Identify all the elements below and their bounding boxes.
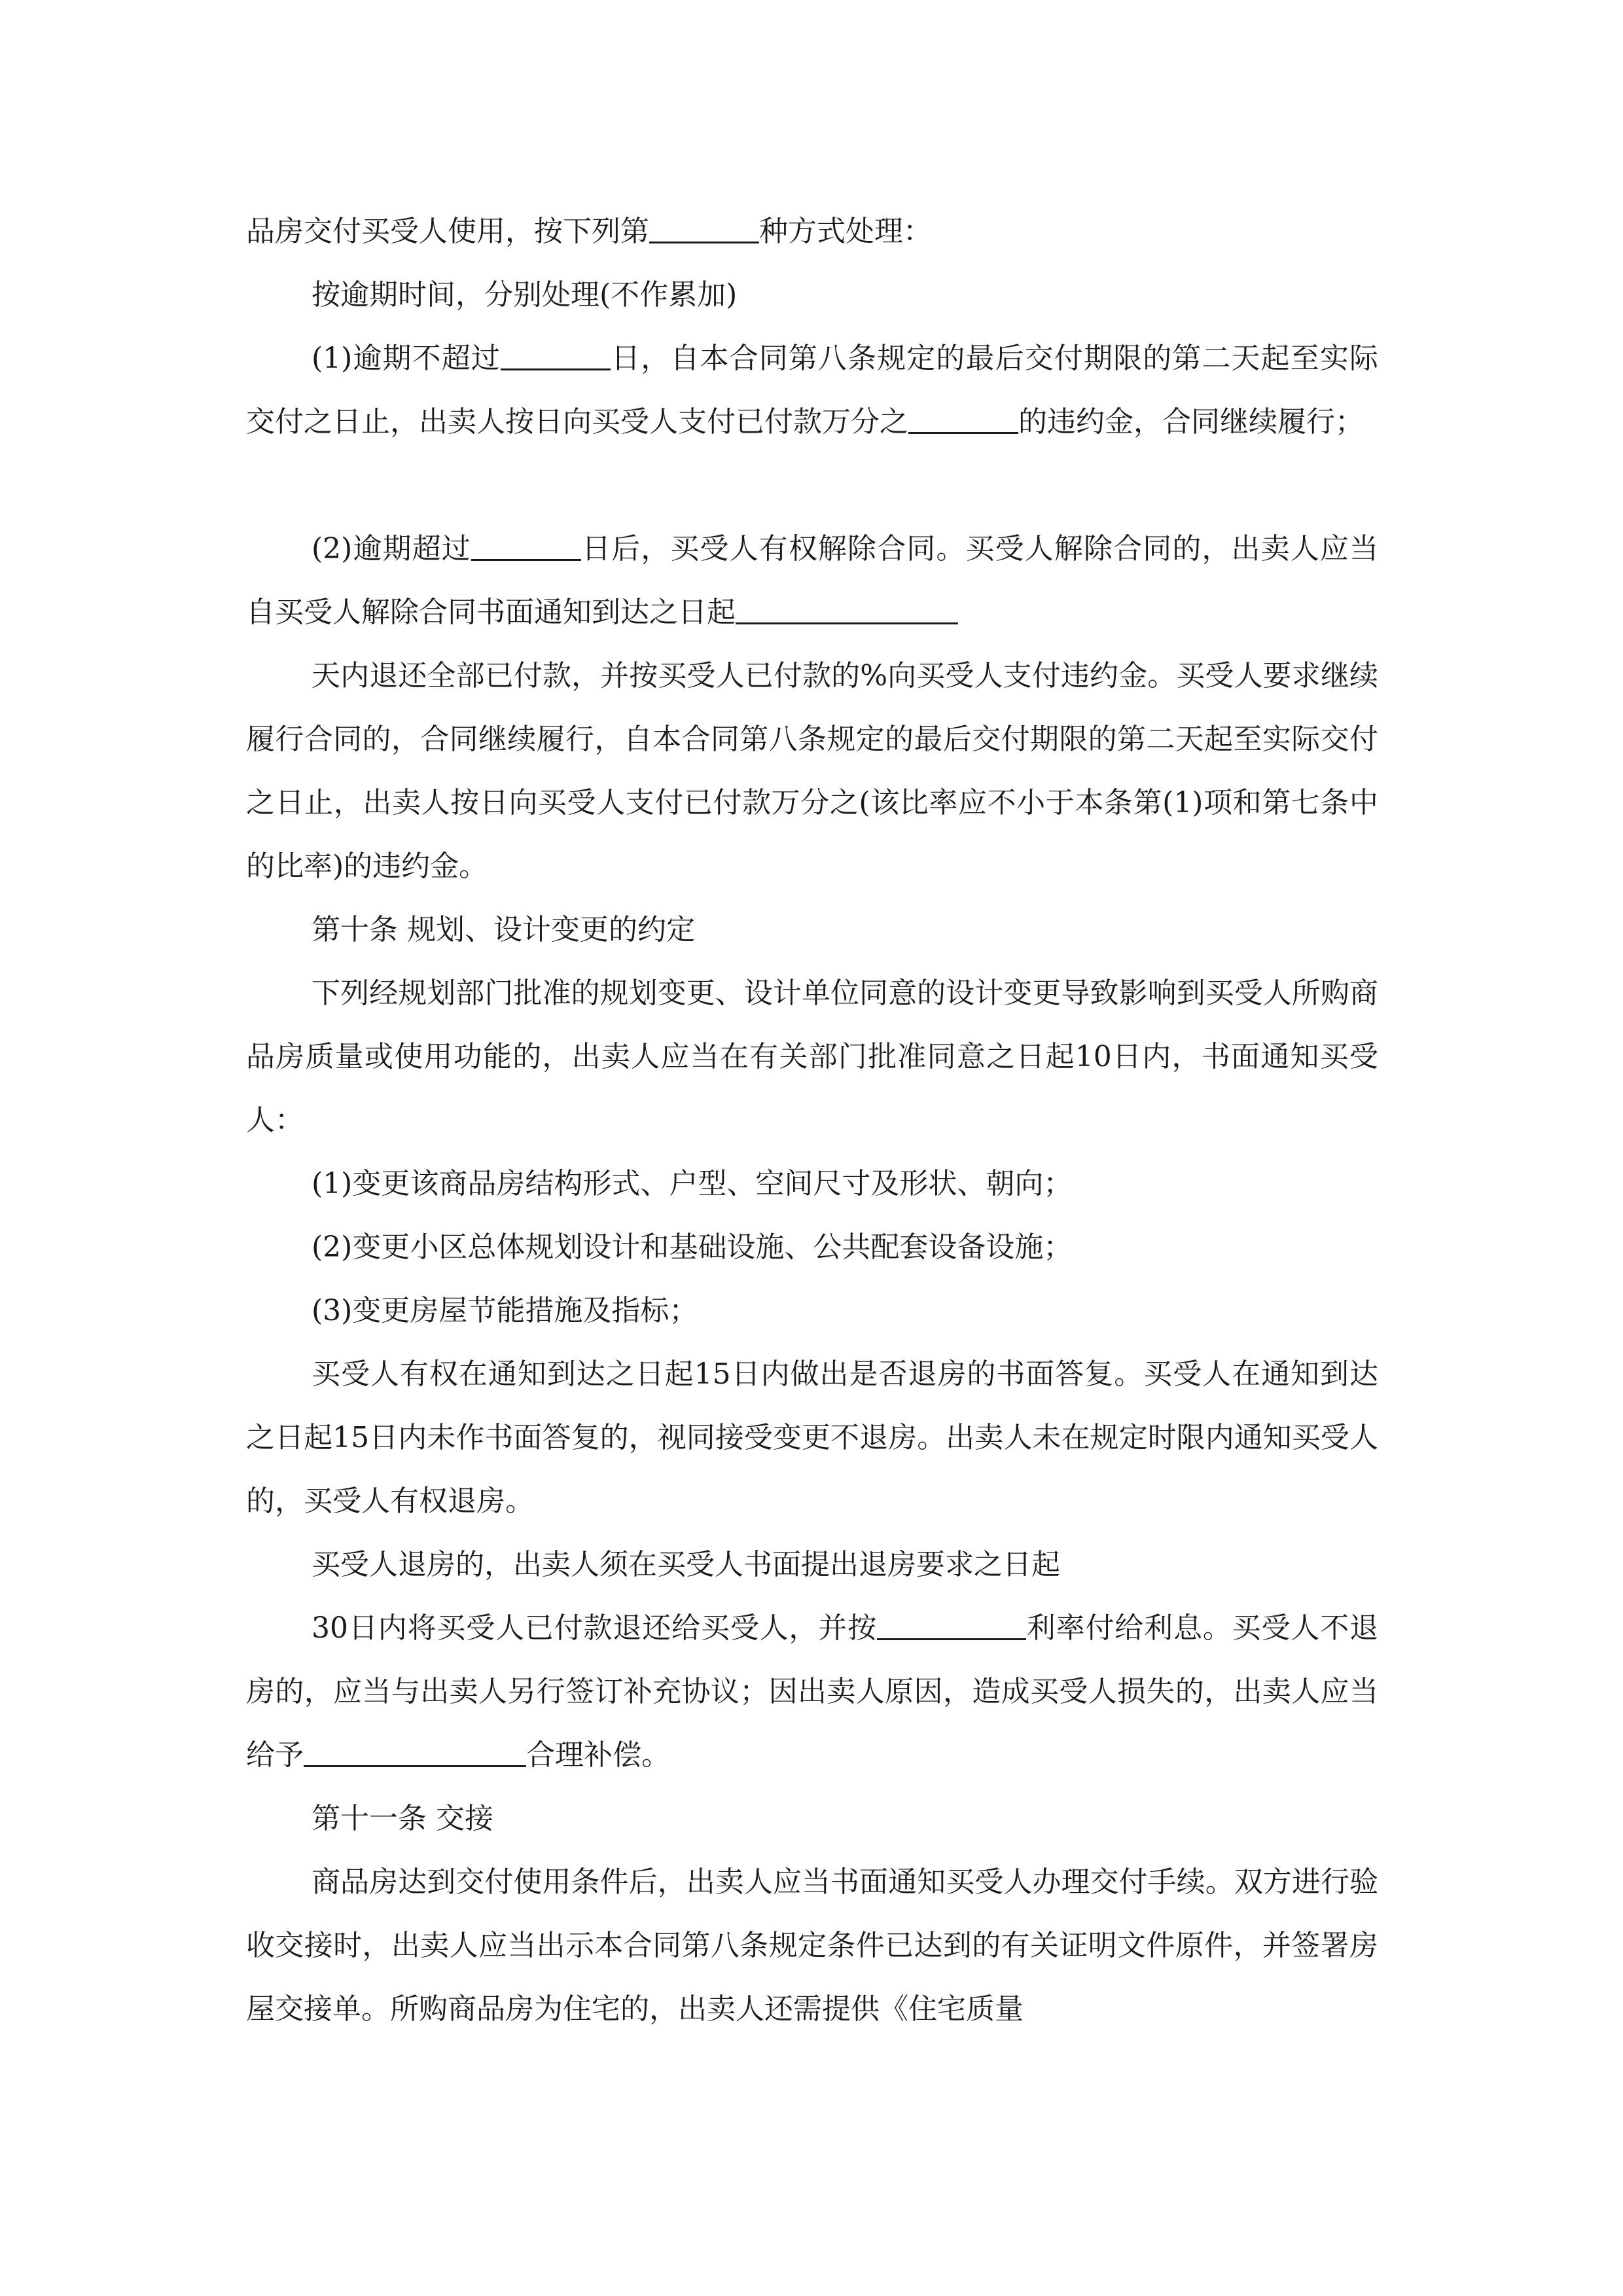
fill-blank [649, 211, 759, 243]
article-10-heading [246, 898, 1378, 961]
text: 品房交付买受人使用，按下列第 [246, 215, 649, 248]
paragraph-2 [246, 263, 1378, 327]
fill-blank [471, 529, 581, 561]
fill-blank [877, 1608, 1026, 1640]
paragraph-5 [246, 644, 1378, 898]
paragraph-8 [246, 1533, 1378, 1596]
fill-blank [908, 402, 1018, 434]
text: 按逾期时间，分别处理(不作累加) [312, 278, 738, 312]
paragraph-10 [246, 1850, 1378, 2041]
fill-blank [501, 338, 611, 370]
list-item-1 [246, 1152, 1378, 1215]
text: (3)变更房屋节能措施及指标； [312, 1294, 698, 1327]
paragraph-9 [246, 1596, 1378, 1787]
text: (1)逾期不超过 [312, 342, 501, 375]
paragraph-4 [246, 517, 1378, 644]
fill-blank [736, 592, 958, 624]
text: 的违约金，合同继续履行； [1018, 405, 1364, 439]
paragraph-1 [246, 200, 1378, 263]
article-11-heading [246, 1787, 1378, 1850]
paragraph-7 [246, 1342, 1378, 1533]
text: 第十一条 交接 [312, 1802, 493, 1835]
text: (1)变更该商品房结构形式、户型、空间尺寸及形状、朝向； [312, 1167, 1073, 1200]
list-item-2 [246, 1215, 1378, 1279]
text: 利率付给利息。买受人不退房的，应当与出卖人另行签订补充协议；因出卖人原因，造成买受人损失的，出卖人应当给予 [246, 1611, 1379, 1772]
text: 买受人有权在通知到达之日起15日内做出是否退房的书面答复。买受人在通知到达之日起15日内未作书面答复的，视同接受变更不退房。出卖人未在规定时限内通知买受人的，买受人有权退房。 [246, 1357, 1378, 1518]
text: 买受人退房的，出卖人须在买受人书面提出退房要求之日起 [312, 1548, 1060, 1581]
text: (2)变更小区总体规划设计和基础设施、公共配套设备设施； [312, 1230, 1073, 1264]
text: 合理补偿。 [526, 1738, 670, 1772]
text: 日，自本合同第八条规定的最后交付期限的第二天起至实际交付之日止，出卖人按日向买受人支付已付款万分之 [246, 342, 1378, 439]
list-item-3 [246, 1279, 1378, 1342]
text: 种方式处理： [759, 215, 932, 248]
text: 30日内将买受人已付款退还给买受人，并按 [312, 1611, 877, 1645]
text: 日后，买受人有权解除合同。买受人解除合同的，出卖人应当自买受人解除合同书面通知到达之日起 [246, 532, 1379, 629]
paragraph-6 [246, 961, 1378, 1152]
text: (2)逾期超过 [312, 532, 471, 565]
text: 天内退还全部已付款，并按买受人已付款的%向买受人支付违约金。买受人要求继续履行合同的，合同继续履行，自本合同第八条规定的最后交付期限的第二天起至实际交付之日止，出卖人按日向买受人支付已付款万分之(该比率应不小于本条第(1)项和第七条中的比率)的违约金。 [246, 659, 1378, 883]
paragraph-3 [246, 327, 1378, 454]
text: 商品房达到交付使用条件后，出卖人应当书面通知买受人办理交付手续。双方进行验收交接时，出卖人应当出示本合同第八条规定条件已达到的有关证明文件原件，并签署房屋交接单。所购商品房为住宅的，出卖人还需提供《住宅质量 [246, 1865, 1378, 2026]
fill-blank [304, 1735, 526, 1767]
text: 第十条 规划、设计变更的约定 [312, 913, 695, 946]
text: 下列经规划部门批准的规划变更、设计单位同意的设计变更导致影响到买受人所购商品房质量或使用功能的，出卖人应当在有关部门批准同意之日起10日内，书面通知买受人： [246, 977, 1378, 1137]
